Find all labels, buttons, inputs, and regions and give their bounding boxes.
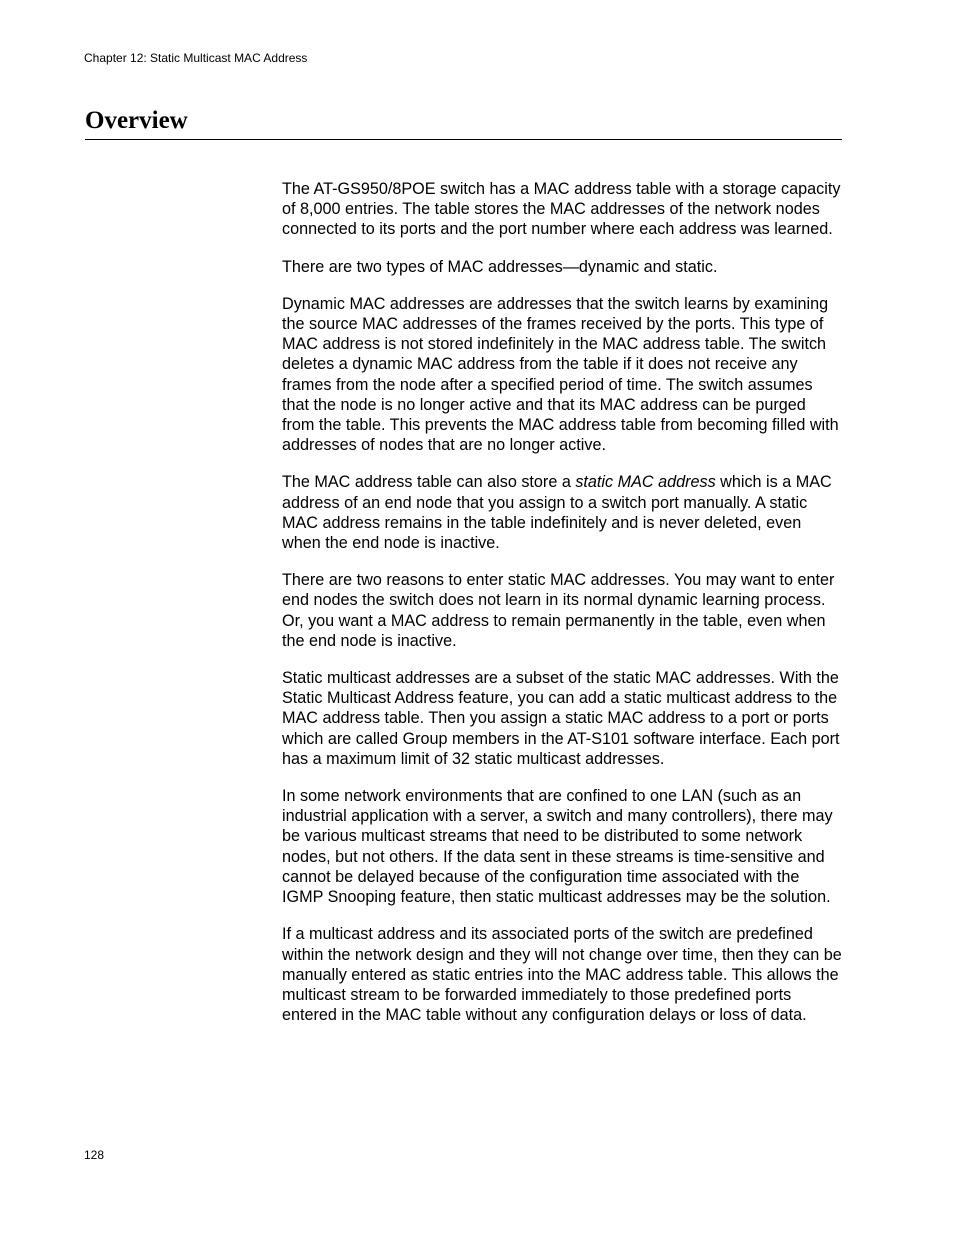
page-number: 128 [84, 1148, 105, 1162]
body-text [282, 179, 842, 1042]
paragraph-static-multicast: Static multicast addresses are a subset of the static MAC addresses. With the Static Multicast Address feature, you can add a static multicast address to the MAC address table. Then you assign a static MAC address to a port or ports which are called Group members in the AT-S101 software interface. Each port has a maximum limit of 32 static multicast addresses. [282, 669, 840, 768]
paragraph-dynamic-mac: Dynamic MAC addresses are addresses that the switch learns by examining the source MAC addresses of the frames received by the ports. This type of MAC address is not stored indefinitely in the MAC address table. The switch deletes a dynamic MAC address from the table if it does not receive any frames from the node after a specified period of time. The switch assumes that the node is no longer active and that its MAC address can be purged from the table. This prevents the MAC address table from becoming filled with addresses of nodes that are no longer active. [282, 294, 839, 455]
paragraph-static-mac [282, 472, 842, 553]
paragraph-mac-types: There are two types of MAC addresses—dynamic and static. [282, 257, 718, 276]
section-title: Overview [85, 107, 188, 134]
static-mac-term: static MAC address [575, 473, 716, 492]
static-mac-text-after: which is a MAC address of an end node that you assign to a switch port manually. A static MAC address remains in the table indefinitely and is never deleted, even when the end node is inactive. [282, 473, 832, 553]
paragraph-predefined-addresses: If a multicast address and its associated ports of the switch are predefined within the network design and they will not change over time, then they can be manually entered as static entries into the MAC address table. This allows the multicast stream to be forwarded immediately to those predefined ports entered in the MAC table without any configuration delays or loss of data. [282, 925, 842, 1025]
paragraph-mac-table-capacity: The AT-GS950/8POE switch has a MAC address table with a storage capacity of 8,000 entries. The table stores the MAC addresses of the network nodes connected to its ports and the port number where each address was learned. [282, 180, 841, 239]
static-mac-text-before: The MAC address table can also store a [282, 473, 576, 492]
title-divider [85, 139, 842, 140]
paragraph-static-reasons: There are two reasons to enter static MAC addresses. You may want to enter end nodes the switch does not learn in its normal dynamic learning process. Or, you want a MAC address to remain permanently in the table, even when the end node is inactive. [282, 571, 835, 650]
paragraph-network-environments: In some network environments that are confined to one LAN (such as an industrial application with a server, a switch and many controllers), there may be various multicast streams that need to be distributed to some network nodes, but not others. If the data sent in these streams is time-sensitive and cannot be delayed because of the configuration time associated with the IGMP Snooping feature, then static multicast addresses may be the solution. [282, 787, 833, 907]
running-header: Chapter 12: Static Multicast MAC Address [84, 51, 308, 65]
